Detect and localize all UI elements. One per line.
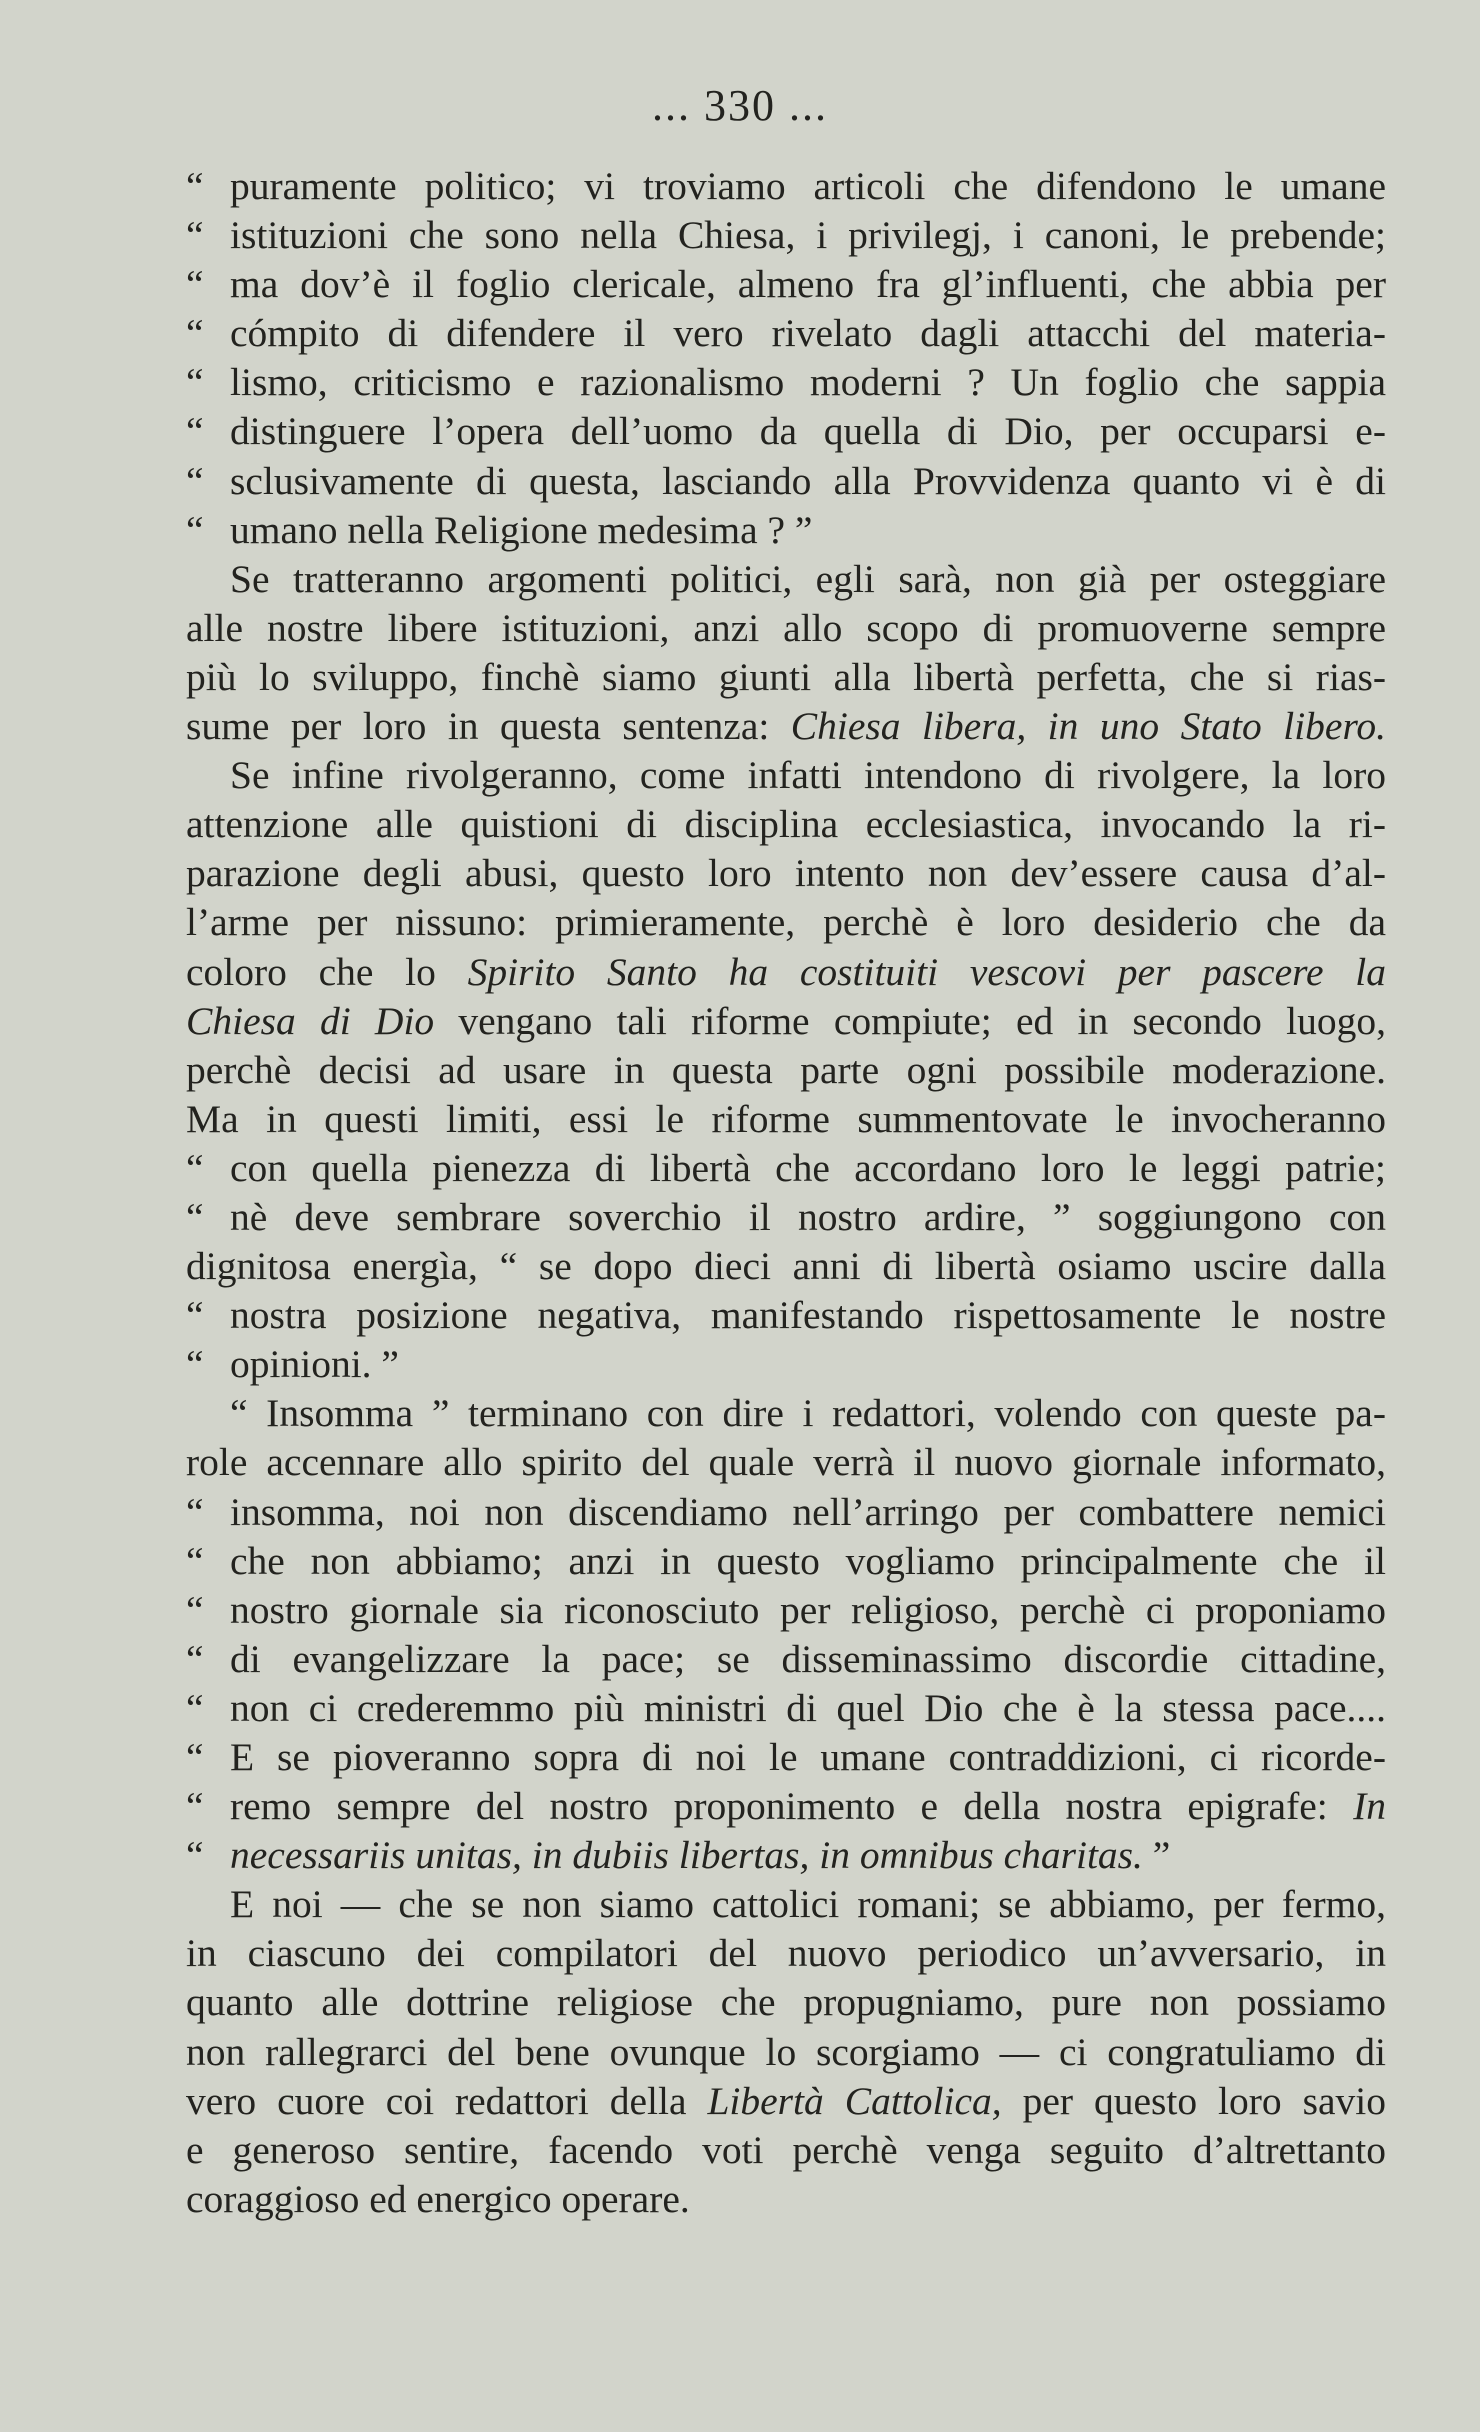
line-text: opinioni. ” xyxy=(230,1342,399,1387)
line-text: perchè decisi ad usare in questa parte ogni possibile moderazione. xyxy=(186,1047,1386,1092)
quote-mark: “ xyxy=(186,1293,204,1338)
text-line xyxy=(186,2077,1386,2126)
body-text xyxy=(186,162,1386,2224)
text-line xyxy=(186,800,1386,849)
text-line xyxy=(186,1438,1386,1487)
italic-text: Spirito Santo ha costituiti vescovi per pascere la xyxy=(467,949,1386,994)
line-text: che non abbiamo; anzi in questo vogliamo principalmente che il xyxy=(230,1538,1386,1583)
italic-text: In xyxy=(1353,1784,1386,1829)
quote-mark: “ xyxy=(186,164,204,208)
line-text: attenzione alle quistioni di disciplina ecclesiastica, invocando la ri- xyxy=(186,802,1386,847)
line-text: nè deve sembrare soverchio il nostro ardire, ” soggiungono con xyxy=(230,1194,1386,1239)
text-line xyxy=(186,1389,1386,1438)
text-line xyxy=(186,2028,1386,2077)
text-line xyxy=(186,1340,1386,1389)
line-text: E noi — che se non siamo cattolici romani; se abbiamo, per fermo, xyxy=(230,1882,1386,1927)
quote-mark: “ xyxy=(186,213,204,258)
text-line xyxy=(186,457,1386,506)
line-text: non rallegrarci del bene ovunque lo scorgiamo — ci congratuliamo di xyxy=(186,2029,1386,2074)
line-text: con quella pienezza di libertà che accordano loro le leggi patrie; xyxy=(230,1145,1386,1190)
line-text: istituzioni che sono nella Chiesa, i privilegj, i canoni, le prebende; xyxy=(230,213,1386,258)
italic-text: necessariis unitas, in dubiis libertas, in omnibus charitas. xyxy=(230,1833,1143,1878)
quote-mark: “ xyxy=(186,458,204,503)
quote-mark: “ xyxy=(186,1685,204,1730)
line-text: quanto alle dottrine religiose che propugniamo, pure non possiamo xyxy=(186,1980,1386,2025)
line-text: E se pioveranno sopra di noi le umane contraddizioni, ci ricorde- xyxy=(230,1735,1386,1779)
text-line xyxy=(186,898,1386,947)
text-line xyxy=(186,506,1386,555)
text-line xyxy=(186,849,1386,898)
quote-mark: “ xyxy=(186,1489,204,1534)
line-text: coloro che lo xyxy=(186,949,468,994)
text-line xyxy=(186,1929,1386,1978)
quote-mark: “ xyxy=(186,1784,204,1829)
quote-mark: “ xyxy=(186,507,204,552)
text-line xyxy=(186,1144,1386,1193)
text-line xyxy=(186,1782,1386,1831)
line-text: in ciascuno dei compilatori del nuovo periodico un’avversario, in xyxy=(186,1931,1386,1976)
text-line xyxy=(186,309,1386,358)
line-text: ” xyxy=(1142,1833,1171,1878)
line-text: lismo, criticismo e razionalismo moderni ? Un foglio che sappia xyxy=(230,360,1386,405)
line-text: ma dov’è il foglio clericale, almeno fra gl’influenti, che abbia per xyxy=(230,262,1386,307)
quote-mark: “ xyxy=(186,1538,204,1583)
italic-text: Chiesa libera, in uno Stato libero. xyxy=(790,704,1386,749)
text-line xyxy=(186,1095,1386,1144)
line-text: Ma in questi limiti, essi le riforme summentovate le invocheranno xyxy=(186,1096,1386,1141)
line-text: di evangelizzare la pace; se disseminassimo discordie cittadine, xyxy=(230,1636,1386,1681)
line-text: coraggioso ed energico operare. xyxy=(186,2176,690,2221)
line-text: sclusivamente di questa, lasciando alla Provvidenza quanto vi è di xyxy=(230,458,1386,503)
line-text: insomma, noi non discendiamo nell’arringo per combattere nemici xyxy=(230,1489,1386,1534)
quote-mark: “ xyxy=(186,1833,204,1878)
quote-mark: “ xyxy=(186,1735,204,1779)
italic-text: Chiesa di Dio xyxy=(186,998,435,1043)
text-line xyxy=(186,2126,1386,2175)
text-line xyxy=(186,2175,1386,2224)
quote-mark: “ xyxy=(186,1342,204,1387)
line-text: vero cuore coi redattori della xyxy=(186,2078,708,2123)
line-text: Se infine rivolgeranno, come infatti intendono di rivolgere, la loro xyxy=(230,753,1386,798)
line-text: Se tratteranno argomenti politici, egli sarà, non già per osteggiare xyxy=(230,556,1386,601)
line-text: per questo loro savio xyxy=(1001,2078,1386,2123)
text-line xyxy=(186,1684,1386,1733)
text-line xyxy=(186,1488,1386,1537)
italic-text: Libertà Cattolica, xyxy=(707,2078,1002,2123)
text-line xyxy=(186,1733,1386,1782)
text-line xyxy=(186,948,1386,997)
quote-mark: “ xyxy=(186,360,204,405)
line-text: role accennare allo spirito del quale verrà il nuovo giornale informato, xyxy=(186,1440,1386,1485)
text-line xyxy=(186,358,1386,407)
text-line xyxy=(186,1880,1386,1929)
text-line xyxy=(186,1537,1386,1586)
quote-mark: “ xyxy=(186,1636,204,1681)
line-text: non ci crederemmo più ministri di quel Dio che è la stessa pace.... xyxy=(230,1685,1386,1730)
line-text: remo sempre del nostro proponimento e della nostra epigrafe: xyxy=(230,1784,1354,1829)
text-line xyxy=(186,260,1386,309)
quote-mark: “ xyxy=(186,1194,204,1239)
text-line xyxy=(186,653,1386,702)
text-line xyxy=(186,162,1386,211)
line-text: cómpito di difendere il vero rivelato dagli attacchi del materia- xyxy=(230,311,1386,356)
line-text: più lo sviluppo, finchè siamo giunti alla libertà perfetta, che si rias- xyxy=(186,654,1386,699)
text-line xyxy=(186,1242,1386,1291)
text-line xyxy=(186,751,1386,800)
quote-mark: “ xyxy=(186,409,204,454)
line-text: sume per loro in questa sentenza: xyxy=(186,704,791,749)
line-text: “ Insomma ” terminano con dire i redattori, volendo con queste pa- xyxy=(230,1391,1386,1436)
quote-mark: “ xyxy=(186,262,204,307)
quote-mark: “ xyxy=(186,1587,204,1632)
text-line xyxy=(186,1831,1386,1880)
quote-mark: “ xyxy=(186,311,204,356)
text-line xyxy=(186,702,1386,751)
line-text: distinguere l’opera dell’uomo da quella di Dio, per occuparsi e- xyxy=(230,409,1386,454)
page-number: ... 330 ... xyxy=(652,81,828,130)
line-text: e generoso sentire, facendo voti perchè venga seguito d’altrettanto xyxy=(186,2127,1386,2172)
line-text: puramente politico; vi troviamo articoli che difendono le umane xyxy=(230,164,1386,208)
line-text: dignitosa energìa, “ se dopo dieci anni di libertà osiamo uscire dalla xyxy=(186,1244,1386,1289)
text-line xyxy=(186,997,1386,1046)
text-line xyxy=(186,1978,1386,2027)
text-line xyxy=(186,407,1386,456)
text-line xyxy=(186,211,1386,260)
line-text: l’arme per nissuno: primieramente, perchè è loro desiderio che da xyxy=(186,900,1386,945)
text-line xyxy=(186,1193,1386,1242)
text-line xyxy=(186,1586,1386,1635)
line-text: alle nostre libere istituzioni, anzi allo scopo di promuoverne sempre xyxy=(186,605,1386,650)
text-line xyxy=(186,1291,1386,1340)
quote-mark: “ xyxy=(186,1145,204,1190)
text-line xyxy=(186,1635,1386,1684)
text-line xyxy=(186,604,1386,653)
line-text: vengano tali riforme compiute; ed in secondo luogo, xyxy=(434,998,1386,1043)
text-line xyxy=(186,555,1386,604)
line-text: nostro giornale sia riconosciuto per religioso, perchè ci proponiamo xyxy=(230,1587,1386,1632)
line-text: parazione degli abusi, questo loro intento non dev’essere causa d’al- xyxy=(186,851,1386,896)
text-line xyxy=(186,1046,1386,1095)
line-text: umano nella Religione medesima ? ” xyxy=(230,507,813,552)
line-text: nostra posizione negativa, manifestando rispettosamente le nostre xyxy=(230,1293,1386,1338)
